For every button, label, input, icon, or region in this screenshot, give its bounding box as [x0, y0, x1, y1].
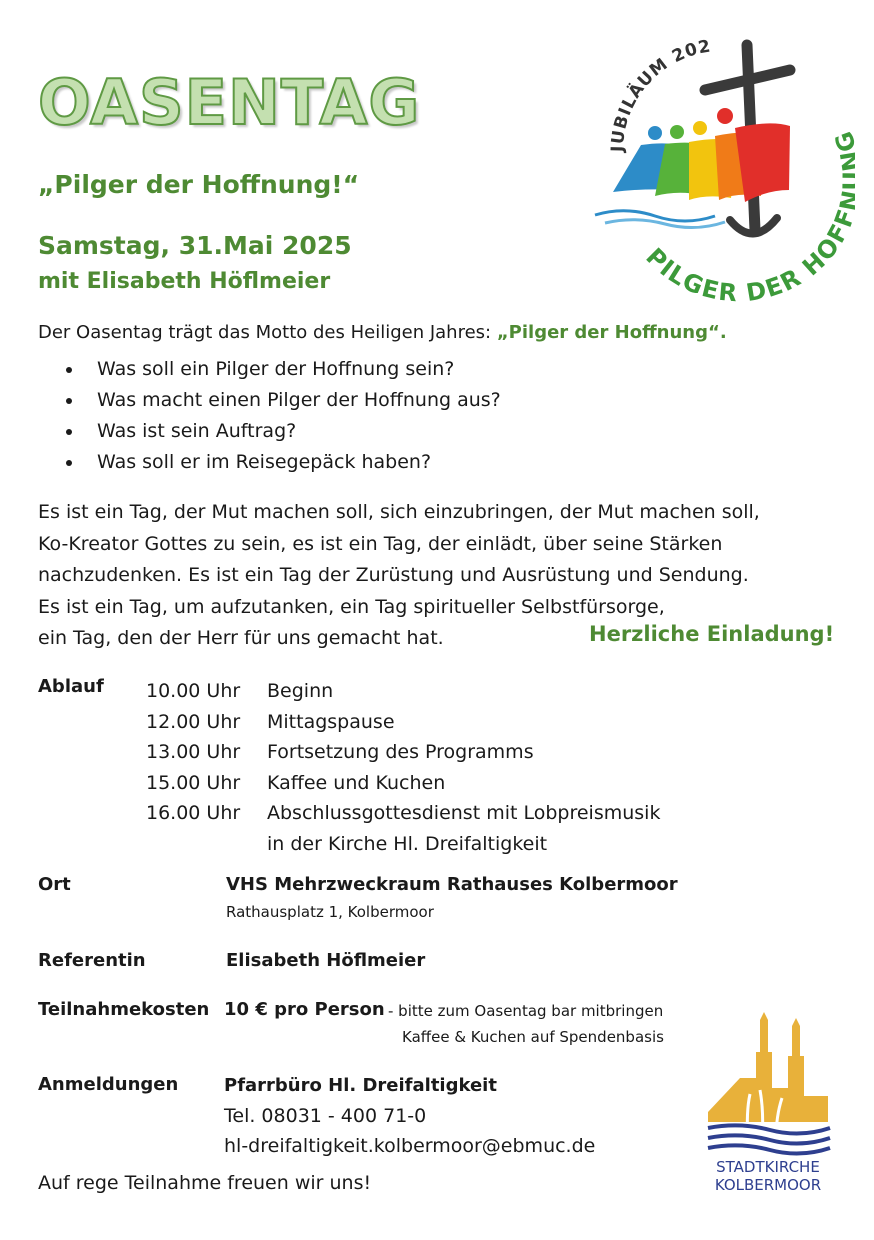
- water-icon: [708, 1125, 830, 1153]
- schedule-row: [146, 768, 660, 799]
- schedule-list: [146, 676, 660, 859]
- invitation-text: Herzliche Einladung!: [589, 622, 835, 646]
- parish-logo-line1: STADTKIRCHE: [716, 1158, 820, 1176]
- event-host: mit Elisabeth Höflmeier: [38, 269, 331, 294]
- list-item: Was ist sein Auftrag?: [66, 416, 501, 447]
- schedule-label: Ablauf: [38, 676, 104, 697]
- parish-logo: [700, 1012, 840, 1201]
- schedule-time: 13.00 Uhr: [146, 741, 241, 763]
- schedule-time: 15.00 Uhr: [146, 771, 241, 794]
- costs-price: 10 € pro Person: [224, 999, 385, 1020]
- schedule-row: [146, 707, 660, 738]
- closing-text: Auf rege Teilnahme freuen wir uns!: [38, 1172, 372, 1194]
- event-date: Samstag, 31.Mai 2025: [38, 231, 352, 260]
- schedule-row: [146, 676, 660, 707]
- location-name: VHS Mehrzweckraum Rathauses Kolbermoor: [226, 874, 678, 895]
- schedule-row: [146, 829, 660, 860]
- location-address: Rathausplatz 1, Kolbermoor: [226, 903, 434, 921]
- schedule-activity: in der Kirche Hl. Dreifaltigkeit: [267, 832, 548, 855]
- pilgrims-icon: [613, 108, 790, 202]
- description-line: ein Tag, den der Herr für uns gemacht hat.: [38, 627, 444, 649]
- church-icon: [708, 1012, 828, 1122]
- list-item: Was soll ein Pilger der Hoffnung sein?: [66, 354, 501, 385]
- costs-note: - bitte zum Oasentag bar mitbringen: [388, 1002, 664, 1020]
- description-line: Ko-Kreator Gottes zu sein, es ist ein Tag, der einlädt, über seine Stärken: [38, 532, 723, 555]
- location-label: Ort: [38, 874, 71, 895]
- schedule-activity: Abschlussgottesdienst mit Lobpreismusik: [267, 802, 661, 824]
- question-list: [66, 354, 501, 478]
- schedule-activity: Fortsetzung des Programms: [267, 741, 534, 763]
- description-line: Es ist ein Tag, der Mut machen soll, sich einzubringen, der Mut machen soll,: [38, 501, 760, 523]
- registration-office: Pfarrbüro Hl. Dreifaltigkeit: [224, 1075, 497, 1096]
- registration-label: Anmeldungen: [38, 1074, 179, 1095]
- list-item: Was soll er im Reisegepäck haben?: [66, 447, 501, 478]
- registration-email[interactable]: hl-dreifaltigkeit.kolbermoor@ebmuc.de: [224, 1135, 596, 1157]
- jubilee-top-text: JUBILÄUM 202: [607, 36, 713, 153]
- jubilee-logo: [585, 30, 855, 309]
- parish-logo-line2: KOLBERMOOR: [714, 1176, 822, 1194]
- intro-lead: Der Oasentag trägt das Motto des Heiligen Jahres:: [38, 322, 497, 343]
- jubilee-bottom-text: PILGER DER HOF: [640, 218, 855, 305]
- description-line: Es ist ein Tag, um aufzutanken, ein Tag spiritueller Selbstfürsorge,: [38, 595, 665, 618]
- costs-label: Teilnahmekosten: [38, 999, 210, 1020]
- subtitle: „Pilger der Hoffnung!“: [38, 170, 360, 199]
- schedule-row: [146, 737, 660, 768]
- event-date-block: [38, 228, 352, 300]
- speaker-name: Elisabeth Höflmeier: [226, 950, 426, 971]
- schedule-activity: Mittagspause: [267, 710, 395, 733]
- wave-icon: [595, 211, 725, 228]
- schedule-time: 12.00 Uhr: [146, 710, 241, 733]
- schedule-activity: Kaffee und Kuchen: [267, 771, 446, 794]
- list-item: Was macht einen Pilger der Hoffnung aus?: [66, 385, 501, 416]
- schedule-time: 16.00 Uhr: [146, 802, 241, 824]
- schedule-time: 10.00 Uhr: [146, 680, 241, 702]
- schedule-activity: Beginn: [267, 680, 334, 702]
- registration-phone: Tel. 08031 - 400 71-0: [224, 1105, 427, 1127]
- description-line: nachzudenken. Es ist ein Tag der Zurüstung und Ausrüstung und Sendung.: [38, 564, 749, 586]
- costs-note-cake: Kaffee & Kuchen auf Spendenbasis: [402, 1028, 664, 1046]
- intro-text: [38, 322, 727, 343]
- registration-block: [224, 1071, 595, 1161]
- intro-motto: „Pilger der Hoffnung“.: [496, 322, 727, 343]
- schedule-row: [146, 798, 660, 829]
- page-title: OASENTAG: [38, 66, 421, 139]
- speaker-label: Referentin: [38, 950, 146, 971]
- schedule-time: [146, 829, 267, 860]
